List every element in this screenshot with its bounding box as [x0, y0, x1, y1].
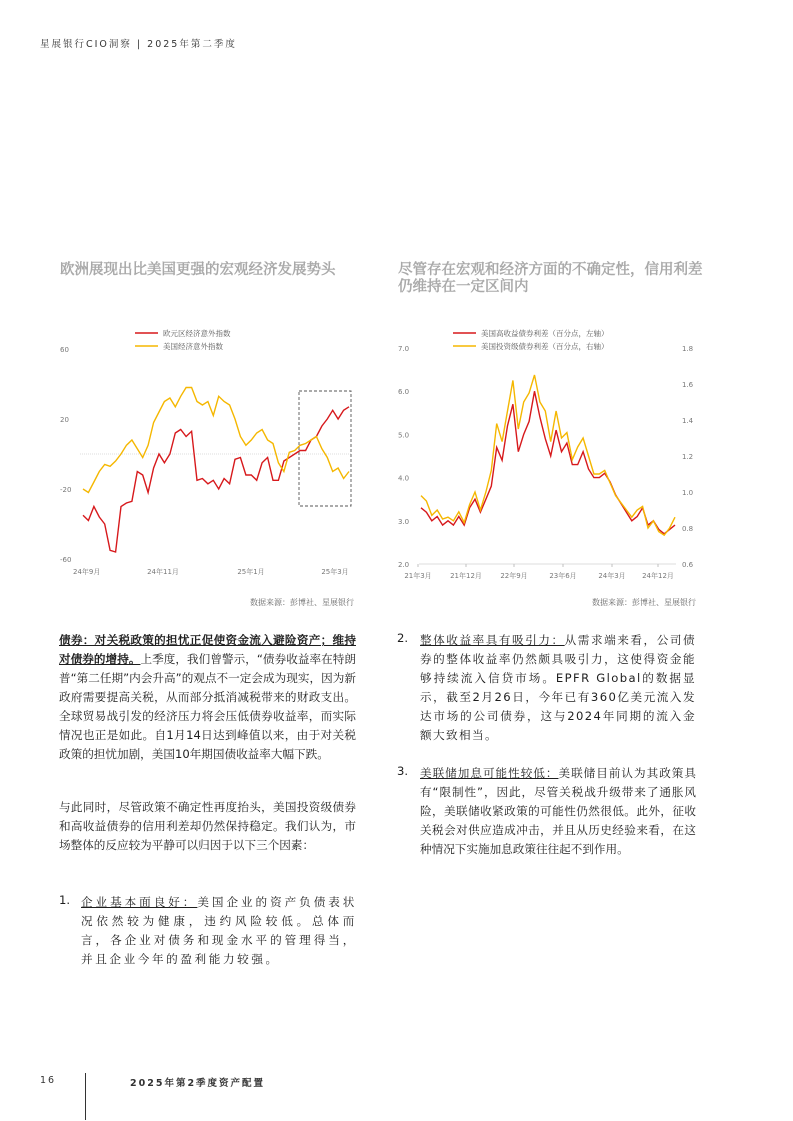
list-number-3: 3. [397, 764, 409, 778]
x-tick-label: 21年12月 [450, 572, 482, 580]
bond-body: 上季度，我们曾警示，“债券收益率在特朗普“第二任期”内会升高”的观点不一定会成为现实，因为新政府需要提高关税，从而部分抵消减税带来的财政支出。全球贸易战引发的经济压力将会压低债券收益率，而实际情况也正是如此。自1月14日达到峰值以来，由于对关税政策的担忧加剧，美国10年期国债收益率大幅下跌。 [59, 652, 356, 761]
list-item-3 [420, 764, 696, 859]
list-item-1-title: 企业基本面良好： [81, 895, 198, 909]
series-line-0 [83, 407, 349, 552]
series-line-1 [83, 388, 349, 493]
y-left-tick-label: 7.0 [398, 345, 410, 353]
chart-title-credit-spreads: 尽管存在宏观和经济方面的不确定性，信用利差仍维持在一定区间内 [398, 262, 703, 295]
y-tick-label: -20 [60, 486, 72, 494]
y-right-tick-label: 1.0 [682, 489, 694, 497]
x-tick-label: 24年11月 [147, 568, 179, 576]
credit-spread-paragraph: 与此同时，尽管政策不确定性再度抬头，美国投资级债券和高收益债券的信用利差却仍然保持稳定。我们认为，市场整体的反应较为平静可以归因于以下三个因素： [59, 800, 356, 852]
y-right-tick-label: 1.6 [682, 381, 694, 389]
list-item-1-body: 美国企业的资产负债表状况依然较为健康，违约风险较低。总体而言，各企业对债务和现金水平的管理得当，并且企业今年的盈利能力较强。 [81, 895, 357, 966]
legend-label: 美国投资级债券利差（百分点，右轴） [481, 342, 609, 351]
x-tick-label: 24年9月 [73, 568, 101, 576]
footer-title: 2025年第2季度资产配置 [130, 1078, 266, 1089]
y-left-tick-label: 3.0 [398, 517, 410, 526]
y-right-tick-label: 0.6 [682, 561, 694, 569]
y-left-tick-label: 2.0 [398, 561, 410, 569]
credit-spread-chart [393, 318, 703, 583]
legend-label: 美国高收益债券利差（百分点，左轴） [481, 329, 609, 338]
x-tick-label: 22年9月 [500, 572, 528, 580]
y-left-tick-label: 5.0 [398, 431, 410, 440]
x-tick-label: 25年3月 [321, 568, 349, 576]
y-left-tick-label: 4.0 [398, 474, 410, 483]
page-number: 16 [40, 1075, 57, 1086]
y-right-tick-label: 0.8 [682, 525, 694, 533]
x-tick-label: 23年6月 [549, 572, 577, 580]
y-right-tick-label: 1.8 [682, 345, 694, 353]
series-line-1 [421, 375, 675, 535]
list-number-1: 1. [59, 893, 71, 907]
page-header: 星展银行CIO洞察 | 2025年第二季度 [40, 39, 237, 50]
bond-heading: 债券：对关税政策的担忧正促使资金流入避险资产；维持对债券的增持。 [59, 633, 356, 666]
y-right-tick-label: 1.2 [682, 453, 694, 461]
legend-label: 美国经济意外指数 [163, 342, 223, 351]
x-tick-label: 24年3月 [598, 572, 626, 580]
list-item-1 [81, 893, 357, 969]
footer-divider [85, 1073, 86, 1120]
y-left-tick-label: 6.0 [398, 388, 410, 397]
chart-source-right: 数据来源：彭博社、星展银行 [592, 598, 696, 607]
x-tick-label: 24年12月 [642, 572, 674, 580]
list-item-3-body: 美联储目前认为其政策具有“限制性”，因此，尽管关税战升级带来了通胀风险，美联储收紧政策的可能性仍然很低。此外，征收关税会对供应造成冲击，并且从历史经验来看，在这种情况下实施加息政策往往起不到作用。 [420, 766, 696, 856]
y-tick-label: 60 [60, 346, 69, 354]
list-item-2 [420, 631, 696, 745]
x-tick-label: 25年1月 [237, 568, 265, 576]
x-tick-label: 21年3月 [404, 572, 432, 580]
chart-title-europe: 欧洲展现出比美国更强的宏观经济发展势头 [60, 262, 336, 278]
y-tick-label: -60 [60, 556, 72, 564]
y-right-tick-label: 1.4 [682, 417, 694, 425]
list-item-3-title: 美联储加息可能性较低： [420, 766, 559, 780]
list-item-2-title: 整体收益率具有吸引力： [420, 633, 565, 647]
chart-source-left: 数据来源：彭博社、星展银行 [250, 598, 354, 607]
list-item-2-body: 从需求端来看，公司债券的整体收益率仍然颇具吸引力，这使得资金能够持续流入信贷市场。EPFR Global的数据显示，截至2月26日，今年已有360亿美元流入发达市场的公司债券，这与2024年同期的流入金额大致相当。 [420, 633, 696, 742]
y-tick-label: 20 [60, 416, 69, 424]
bond-paragraph [59, 631, 356, 764]
surprise-index-chart [55, 318, 360, 583]
legend-label: 欧元区经济意外指数 [163, 329, 231, 338]
list-number-2: 2. [397, 631, 409, 645]
